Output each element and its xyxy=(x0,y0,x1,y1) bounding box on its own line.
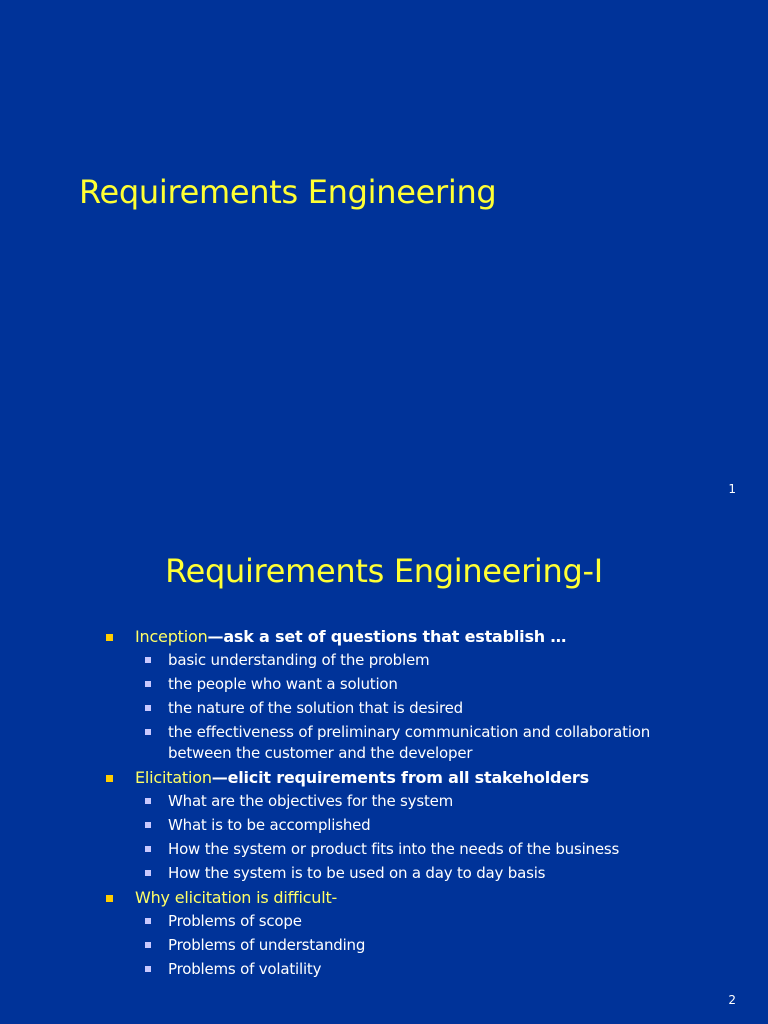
sub-bullet-square-icon xyxy=(145,729,151,735)
bullet-term: Elicitation xyxy=(135,768,212,787)
sub-bullet-text: the nature of the solution that is desired xyxy=(168,699,463,717)
bullet-square-icon xyxy=(106,775,113,782)
bullet-description: —ask a set of questions that establish … xyxy=(207,627,567,646)
sub-bullet xyxy=(138,959,705,980)
slide-2 xyxy=(0,512,768,1024)
sub-bullet xyxy=(138,650,705,671)
sub-bullet-list xyxy=(135,650,705,764)
sub-bullet-square-icon xyxy=(145,846,151,852)
sub-bullet-text: Problems of volatility xyxy=(168,960,322,978)
bullet-description: —elicit requirements from all stakeholders xyxy=(211,768,589,787)
slide-1-page-number: 1 xyxy=(728,482,736,496)
sub-bullet xyxy=(138,863,705,884)
sub-bullet xyxy=(138,911,705,932)
sub-bullet-text: the people who want a solution xyxy=(168,675,398,693)
sub-bullet-list xyxy=(135,791,705,884)
bullet-square-icon xyxy=(106,634,113,641)
sub-bullet-text: Problems of scope xyxy=(168,912,302,930)
sub-bullet-square-icon xyxy=(145,657,151,663)
sub-bullet-square-icon xyxy=(145,822,151,828)
sub-bullet xyxy=(138,935,705,956)
sub-bullet-list xyxy=(135,911,705,980)
sub-bullet-text: basic understanding of the problem xyxy=(168,651,430,669)
sub-bullet xyxy=(138,674,705,695)
sub-bullet-text: Problems of understanding xyxy=(168,936,366,954)
sub-bullet-text: What is to be accomplished xyxy=(168,816,371,834)
slide-1-title: Requirements Engineering xyxy=(79,173,497,211)
bullet-why-elicitation-difficult xyxy=(105,887,705,980)
bullet-inception xyxy=(105,626,705,764)
sub-bullet-text: What are the objectives for the system xyxy=(168,792,454,810)
bullet-term: Why elicitation is difficult- xyxy=(135,888,338,907)
sub-bullet-text: How the system or product fits into the needs of the business xyxy=(168,840,620,858)
sub-bullet-square-icon xyxy=(145,942,151,948)
sub-bullet-square-icon xyxy=(145,870,151,876)
sub-bullet-text: the effectiveness of preliminary communication and collaboration between the customer and the developer xyxy=(168,723,651,762)
sub-bullet-square-icon xyxy=(145,798,151,804)
sub-bullet-square-icon xyxy=(145,705,151,711)
sub-bullet xyxy=(138,722,705,764)
sub-bullet xyxy=(138,698,705,719)
bullet-square-icon xyxy=(106,895,113,902)
bullet-elicitation xyxy=(105,767,705,884)
sub-bullet xyxy=(138,815,705,836)
sub-bullet-square-icon xyxy=(145,918,151,924)
slide-2-page-number: 2 xyxy=(728,993,736,1007)
sub-bullet-square-icon xyxy=(145,681,151,687)
sub-bullet xyxy=(138,791,705,812)
sub-bullet-square-icon xyxy=(145,966,151,972)
sub-bullet xyxy=(138,839,705,860)
slide-2-title: Requirements Engineering-I xyxy=(165,552,603,590)
sub-bullet-text: How the system is to be used on a day to day basis xyxy=(168,864,546,882)
bullet-list xyxy=(105,626,705,983)
bullet-term: Inception xyxy=(135,627,208,646)
